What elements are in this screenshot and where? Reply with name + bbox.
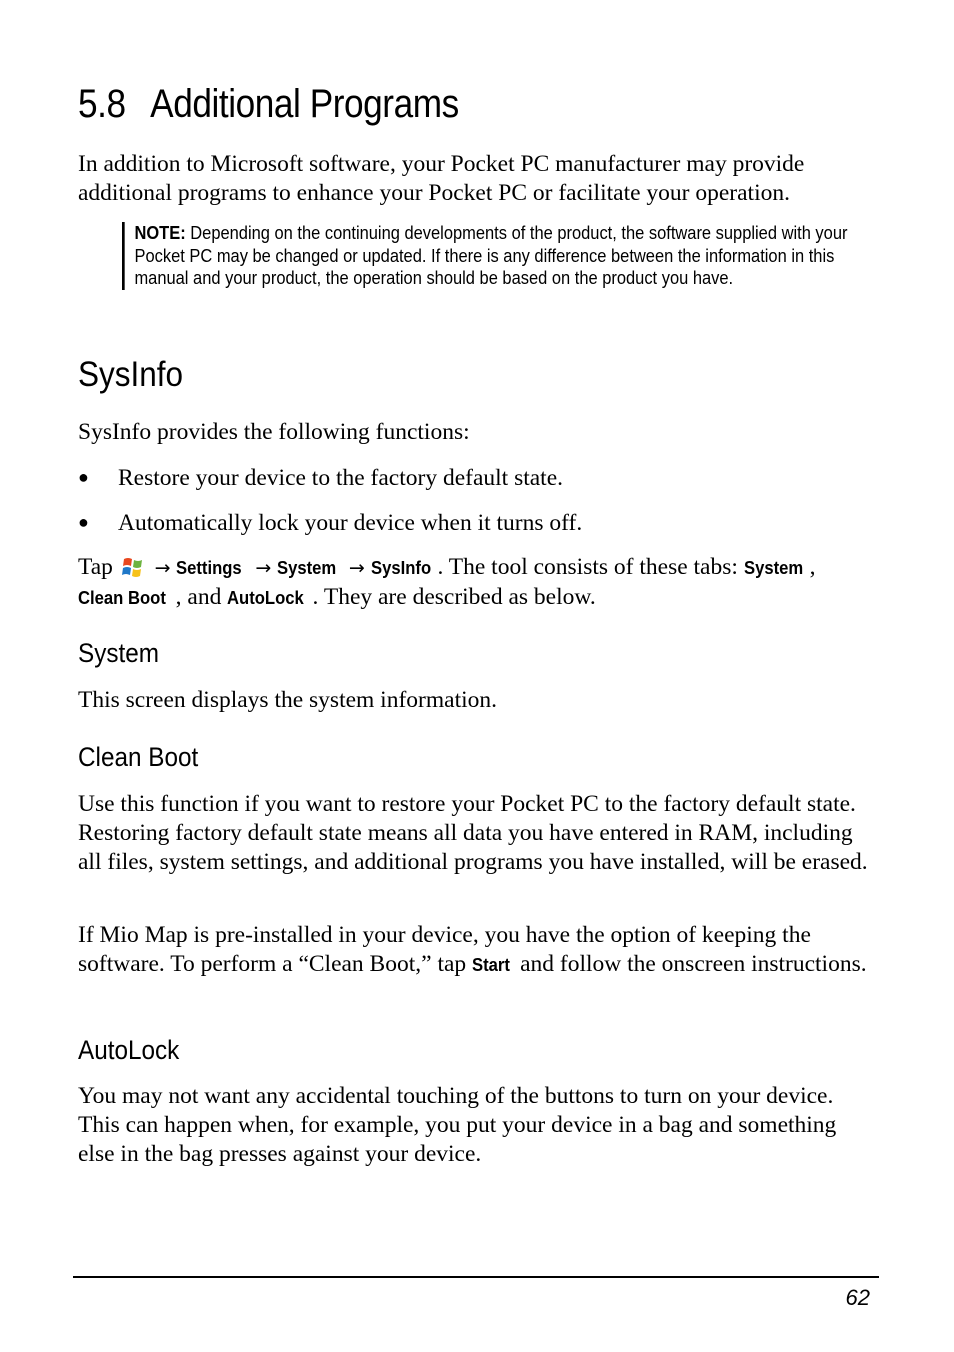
- tap-middle: . The tool consists of these tabs:: [437, 554, 744, 580]
- section-title: [78, 82, 459, 127]
- tap-suffix: . They are described as below.: [312, 584, 596, 610]
- list-item: [78, 508, 582, 538]
- intro-paragraph: In addition to Microsoft software, your Pocket PC manufacturer may provide additional programs to enhance your Pocket PC or facilitate your operation.: [78, 151, 805, 206]
- path-sysinfo: SysInfo: [370, 557, 431, 578]
- note-box: [122, 222, 882, 290]
- and-text: , and: [175, 584, 228, 610]
- bullet-dot: ●: [78, 512, 89, 532]
- sysinfo-heading: SysInfo: [78, 355, 184, 394]
- list-item-text: Automatically lock your device when it turns off.: [118, 510, 583, 536]
- tap-instructions: [78, 553, 878, 612]
- footer-rule: [73, 1276, 879, 1278]
- sysinfo-intro: SysInfo provides the following functions:: [78, 419, 470, 445]
- tab-system-label: System: [743, 557, 804, 578]
- windows-start-icon: [121, 557, 147, 577]
- system-heading: System: [78, 638, 160, 668]
- note-text: Depending on the continuing developments of the product, the software supplied with your Pocket PC may be changed or updated. If there is any difference between the information in this manual and your product, the operation should be based on the product you have.: [134, 222, 848, 288]
- list-item: [78, 463, 563, 493]
- clean-boot-p2-text: If Mio Map is pre-installed in your device, you have the option of keeping the software. To perform a “Clean Boot,” tap: [78, 922, 811, 977]
- bullet-dot: ●: [78, 467, 89, 487]
- arrow-icon: →: [348, 557, 365, 579]
- start-button-label: Start: [472, 954, 510, 975]
- note-label: NOTE:: [134, 222, 186, 243]
- autolock-heading: AutoLock: [78, 1035, 180, 1065]
- clean-boot-heading: Clean Boot: [78, 742, 199, 772]
- page-number: 62: [845, 1285, 870, 1310]
- section-number: 5.8: [78, 82, 126, 126]
- path-system: System: [277, 557, 337, 578]
- tap-prefix: Tap: [78, 554, 119, 580]
- system-text: This screen displays the system information.: [78, 687, 498, 713]
- tab-clean-boot-label: Clean Boot: [78, 587, 166, 608]
- path-settings: Settings: [176, 557, 243, 578]
- clean-boot-paragraph-1: Use this function if you want to restore your Pocket PC to the factory default state. Restoring factory default state means all data you have entered in RAM, including all files, system settings, and additional programs you have installed, will be erased.: [78, 791, 868, 875]
- list-item-text: Restore your device to the factory default state.: [118, 465, 564, 491]
- autolock-text: You may not want any accidental touching of the buttons to turn on your device. This can happen when, for example, you put your device in a bag and something else in the bag presses against your device.: [78, 1083, 837, 1167]
- tab-autolock-label: AutoLock: [227, 587, 304, 608]
- arrow-icon: →: [154, 557, 171, 579]
- clean-boot-p2-end: and follow the onscreen instructions.: [514, 951, 867, 977]
- comma: ,: [809, 554, 816, 580]
- section-title-text: Additional Programs: [150, 82, 459, 126]
- arrow-icon: →: [255, 557, 272, 579]
- clean-boot-paragraph-2: [78, 921, 878, 979]
